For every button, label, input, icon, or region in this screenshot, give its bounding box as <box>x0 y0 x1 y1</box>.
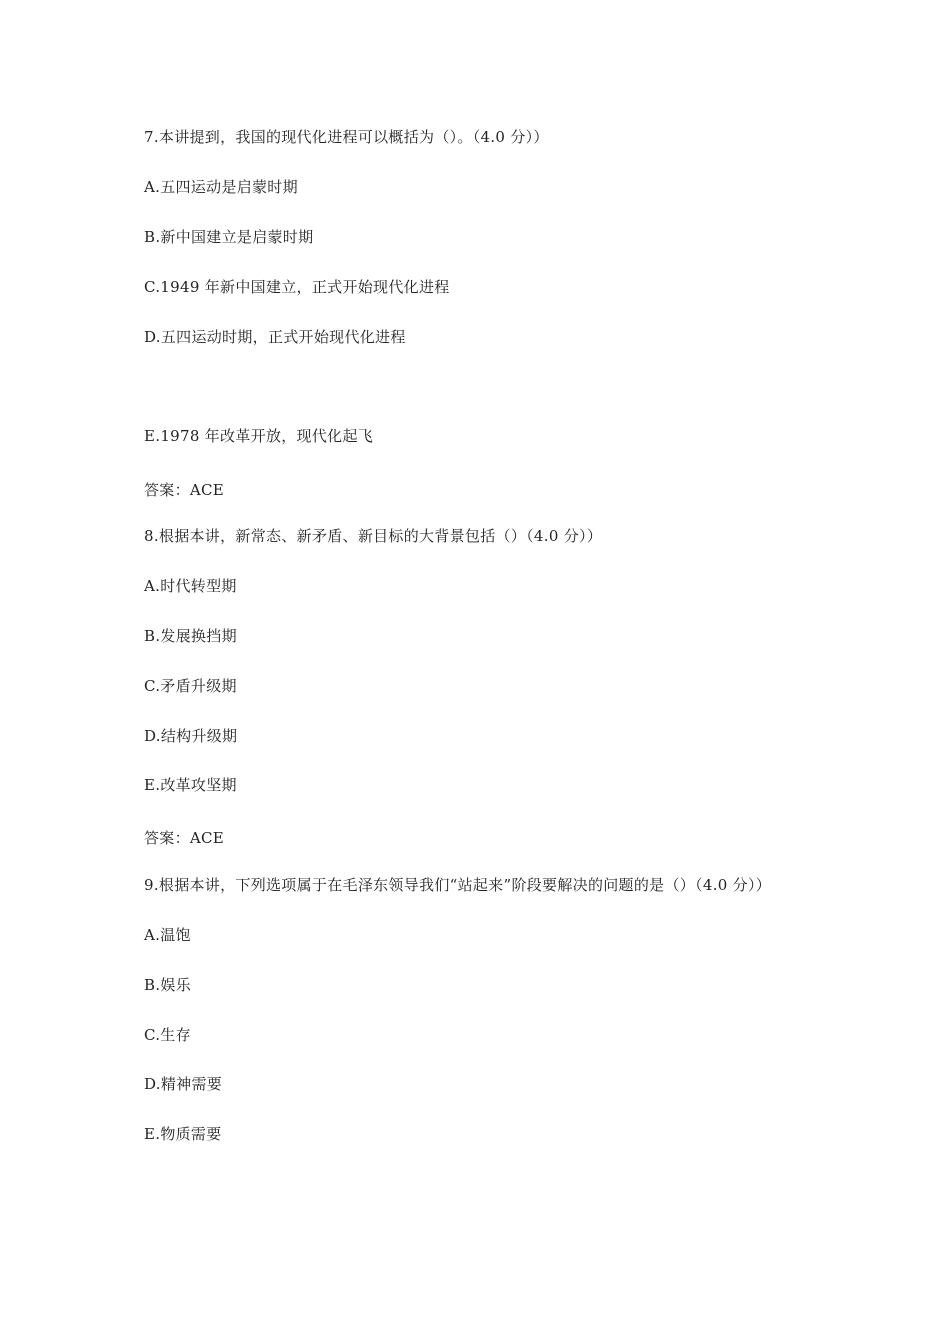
question-7-stem: 7.本讲提到，我国的现代化进程可以概括为（）。（4.0 分）） <box>144 128 549 146</box>
question-7-answer: 答案：ACE <box>144 481 225 499</box>
question-7-option-e: E.1978 年改革开放，现代化起飞 <box>144 427 374 445</box>
question-8-stem: 8.根据本讲，新常态、新矛盾、新目标的大背景包括（）（4.0 分）） <box>144 527 603 545</box>
question-7-option-c: C.1949 年新中国建立，正式开始现代化进程 <box>144 278 450 296</box>
question-8-answer: 答案：ACE <box>144 829 225 847</box>
question-8-option-c: C.矛盾升级期 <box>144 677 237 695</box>
question-8-option-e: E.改革攻坚期 <box>144 776 237 794</box>
question-9-option-e: E.物质需要 <box>144 1125 222 1143</box>
question-9-option-d: D.精神需要 <box>144 1075 223 1093</box>
question-8-option-d: D.结构升级期 <box>144 727 238 745</box>
question-9-stem: 9.根据本讲，下列选项属于在毛泽东领导我们“站起来”阶段要解决的问题的是（）（4.0 分）） <box>144 876 772 894</box>
question-9-option-c: C.生存 <box>144 1026 191 1044</box>
question-9-option-a: A.温饱 <box>144 926 191 944</box>
question-8-option-a: A.时代转型期 <box>144 577 237 595</box>
question-7-option-a: A.五四运动是启蒙时期 <box>144 178 298 196</box>
question-7-option-d: D.五四运动时期，正式开始现代化进程 <box>144 328 406 346</box>
question-7-option-b: B.新中国建立是启蒙时期 <box>144 228 314 246</box>
question-9-option-b: B.娱乐 <box>144 976 191 994</box>
question-8-option-b: B.发展换挡期 <box>144 627 237 645</box>
